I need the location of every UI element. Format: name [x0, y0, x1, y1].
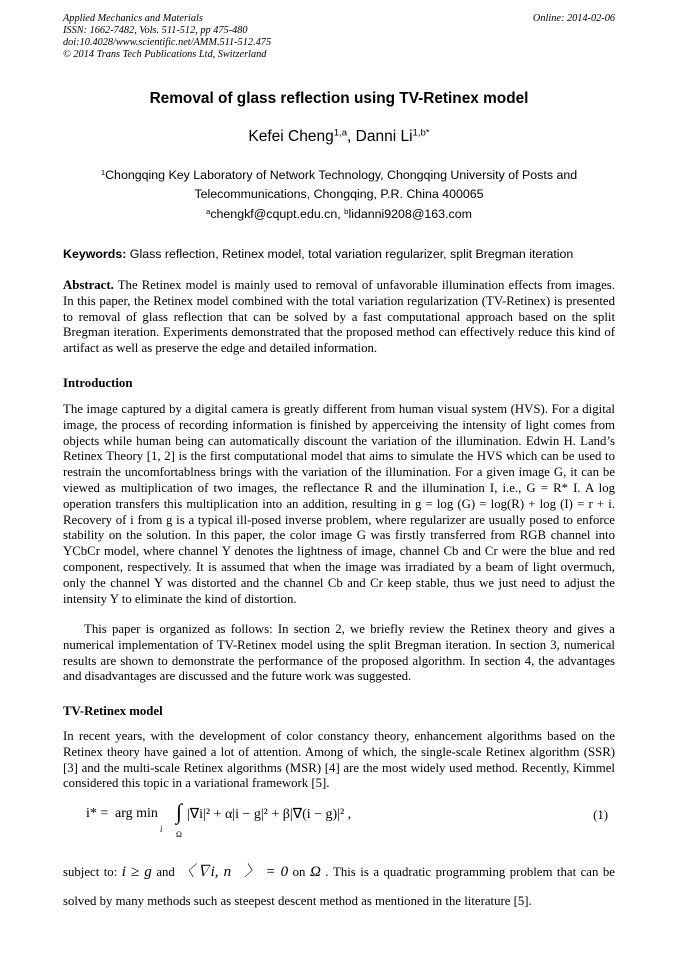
issn: ISSN: 1662-7482, Vols. 511-512, pp 475-480	[63, 25, 248, 36]
equation-lhs: i* =	[86, 806, 109, 821]
section-heading-tv-retinex: TV-Retinex model	[63, 704, 163, 718]
equation-1	[86, 800, 616, 840]
author-1: Kefei Cheng	[248, 128, 334, 145]
equation-body: |∇i|² + α|i − g|² + β|∇(i − g)|² ,	[187, 807, 352, 822]
affiliation	[60, 166, 618, 204]
email-a-mark: a	[206, 206, 211, 216]
equation-argmin: arg min	[115, 806, 158, 821]
integral-domain: Ω	[176, 830, 182, 839]
subject-to-on: on	[288, 865, 310, 879]
affiliation-line-2: Telecommunications, Chongqing, P.R. China 400065	[194, 187, 484, 201]
boundary-condition: 〈∇i, n⃗〉 = 0	[179, 864, 289, 880]
online-date: Online: 2014-02-06	[532, 13, 615, 24]
domain-omega: Ω	[309, 864, 321, 880]
author-separator: ,	[347, 128, 356, 145]
author-2-affil: 1,b*	[412, 127, 430, 139]
copyright: © 2014 Trans Tech Publications Ltd, Switzerland	[63, 49, 267, 60]
keywords	[63, 247, 623, 261]
affiliation-mark: 1	[100, 167, 106, 177]
introduction-paragraph-1: The image captured by a digital camera is greatly different from human visual system (HVS). For a digital image, the process of recording information is finished by apperceiving the intensity of light comes from objects while human being can automatically discount the variation of the illumination. Edwin H. Land’s Retinex Theory [1, 2] is the first computational model that aims to simulate the HVS which can be used to restrain the uncomfortablness brings with the variation of the illumination. For a given image G, it can be viewed as multiplication of two images, the reflectance R and the illumination I, i.e., G = R* I. A log operation transfers this multiplication into an addition, resulting in g = log (G) = log(R) + log (I) = r + i. Recovery of i from g is a typical ill-posed inverse problem, where regularizer are usually posed to enforce stability on the solution. In this paper, the color image G was firstly transferred from RGB channel into YCbCr model, where channel Y denotes the lightness of image, channel Cb and Cr were the blue and red component, respectively. It is assumed that when the image was irradiated by a beam of light overmuch, only the channel Y was distorted and the channel Cb and Cr keep stable, thus we just need to adjust the intensity Y to eliminate the kind of distortion.	[63, 402, 615, 606]
subject-to-and: and	[151, 865, 180, 879]
abstract-label: Abstract.	[63, 278, 114, 292]
email-a: chengkf@cqupt.edu.cn,	[210, 207, 345, 221]
subject-to-rest: . This is a quadratic programming problem that can be solved by many methods such as steepest descent method as mentioned in the literature [5].	[63, 865, 615, 908]
abstract	[63, 278, 615, 357]
email-b: lidanni9208@163.com	[348, 207, 472, 221]
tv-retinex-paragraph-1: In recent years, with the development of color constancy theory, enhancement algorithms based on the Retinex theory have gained a lot of attention. Among of which, the single-scale Retinex algorithm (SSR) [3] and the multi-scale Retinex algorithms (MSR) [4] are the most widely used method. Recently, Kimmel considered this topic in a variational framework [5].	[63, 729, 615, 791]
keywords-text: Glass reflection, Retinex model, total variation regularizer, split Bregman iteration	[126, 247, 574, 261]
author-1-affil: 1,a	[333, 127, 348, 139]
keywords-label: Keywords:	[63, 247, 127, 261]
introduction-paragraph-2: This paper is organized as follows: In section 2, we briefly review the Retinex theory and gives a numerical implementation of TV-Retinex model using the split Bregman iteration. In section 3, numerical results are shown to demonstrate the performance of the proposed algorithm. In section 4, the advantages and disadvantages are discussed and the future work was suggested.	[63, 622, 615, 684]
doi: doi:10.4028/www.scientific.net/AMM.511-512.475	[63, 37, 272, 48]
author-2: Danni Li	[355, 128, 413, 145]
subject-to-label: subject to:	[63, 865, 122, 879]
journal-name: Applied Mechanics and Materials	[63, 13, 203, 24]
abstract-text: The Retinex model is mainly used to removal of unfavorable illumination effects from images. In this paper, the Retinex model combined with the total variation regularization (TV-Retinex) is presented to removal of glass reflection that can be solved by a fast computational approach based on the split Bregman iteration. Experiments demonstrated that the proposed method can effectively reduce this kind of artifact as well as preserve the edge and detailed information.	[63, 278, 615, 356]
affiliation-line-1: Chongqing Key Laboratory of Network Technology, Chongqing University of Posts and	[105, 168, 578, 182]
equation-number: (1)	[593, 808, 608, 822]
equation-argmin-sub: i	[160, 824, 163, 834]
authors	[0, 128, 678, 146]
subject-to-paragraph	[63, 858, 615, 916]
integral-sign: ∫	[176, 799, 183, 824]
section-heading-introduction: Introduction	[63, 376, 133, 390]
email-b-mark: b	[344, 206, 349, 216]
constraint-inequality: i ≥ g	[121, 864, 152, 880]
paper-title: Removal of glass reflection using TV-Retinex model	[149, 90, 529, 107]
journal-header	[63, 13, 615, 61]
emails	[0, 207, 678, 221]
